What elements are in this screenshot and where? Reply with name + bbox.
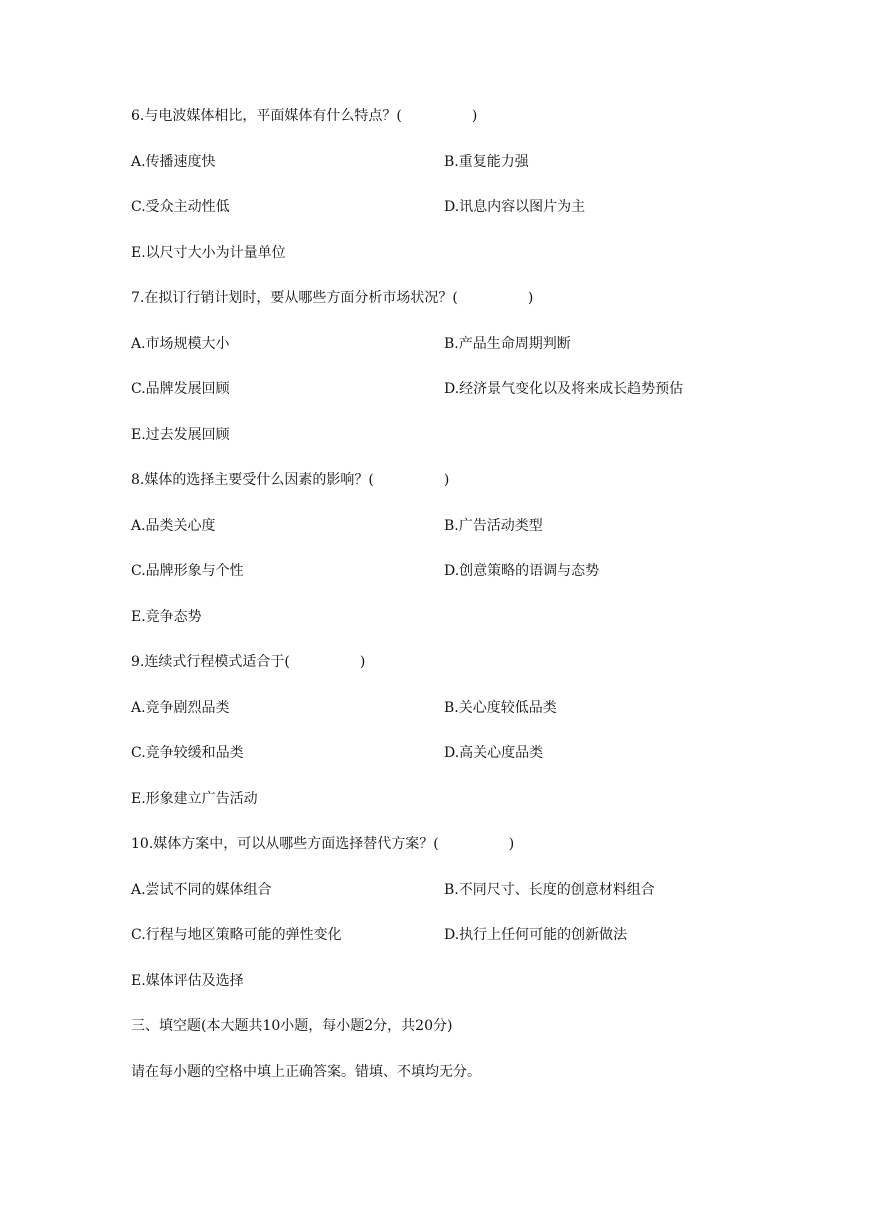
question-10-option-e: E.媒体评估及选择 (131, 973, 244, 989)
question-8-option-a: A.品类关心度 (131, 518, 216, 534)
question-9-option-e: E.形象建立广告活动 (131, 791, 258, 807)
question-7-option-a: A.市场规模大小 (131, 336, 230, 352)
question-9-option-d: D.高关心度品类 (444, 745, 544, 761)
question-8-option-b: B.广告活动类型 (444, 518, 543, 534)
question-6-option-e: E.以尺寸大小为计量单位 (131, 245, 286, 261)
question-7-option-c: C.品牌发展回顾 (131, 381, 230, 397)
question-7-stem: 7.在拟订行销计划时，要从哪些方面分析市场状况？( ) (131, 290, 534, 306)
question-10-option-b: B.不同尺寸、长度的创意材料组合 (444, 882, 655, 898)
question-6-stem: 6.与电波媒体相比，平面媒体有什么特点？( ) (131, 108, 478, 124)
question-6-option-c: C.受众主动性低 (131, 199, 230, 215)
question-6-option-a: A.传播速度快 (131, 154, 216, 170)
question-6-option-b: B.重复能力强 (444, 154, 529, 170)
question-9-option-a: A.竞争剧烈品类 (131, 700, 230, 716)
question-7-option-b: B.产品生命周期判断 (444, 336, 571, 352)
question-8-option-d: D.创意策略的语调与态势 (444, 563, 600, 579)
question-10-stem: 10.媒体方案中，可以从哪些方面选择替代方案？( ) (131, 836, 515, 852)
question-9-option-c: C.竞争较缓和品类 (131, 745, 244, 761)
question-8-option-c: C.品牌形象与个性 (131, 563, 244, 579)
question-10-option-a: A.尝试不同的媒体组合 (131, 882, 272, 898)
question-8-option-e: E.竞争态势 (131, 609, 202, 625)
question-7-option-e: E.过去发展回顾 (131, 427, 230, 443)
question-8-stem: 8.媒体的选择主要受什么因素的影响？( ) (131, 472, 450, 488)
question-9-option-b: B.关心度较低品类 (444, 700, 557, 716)
question-9-stem: 9.连续式行程模式适合于( ) (131, 654, 366, 670)
question-7-option-d: D.经济景气变化以及将来成长趋势预估 (444, 381, 684, 397)
question-10-option-d: D.执行上任何可能的创新做法 (444, 927, 628, 943)
question-10-option-c: C.行程与地区策略可能的弹性变化 (131, 927, 342, 943)
section-heading: 三、填空题(本大题共10小题，每小题2分，共20分) (131, 1018, 453, 1034)
question-6-option-d: D.讯息内容以图片为主 (444, 199, 586, 215)
section-instruction: 请在每小题的空格中填上正确答案。错填、不填均无分。 (131, 1064, 481, 1080)
